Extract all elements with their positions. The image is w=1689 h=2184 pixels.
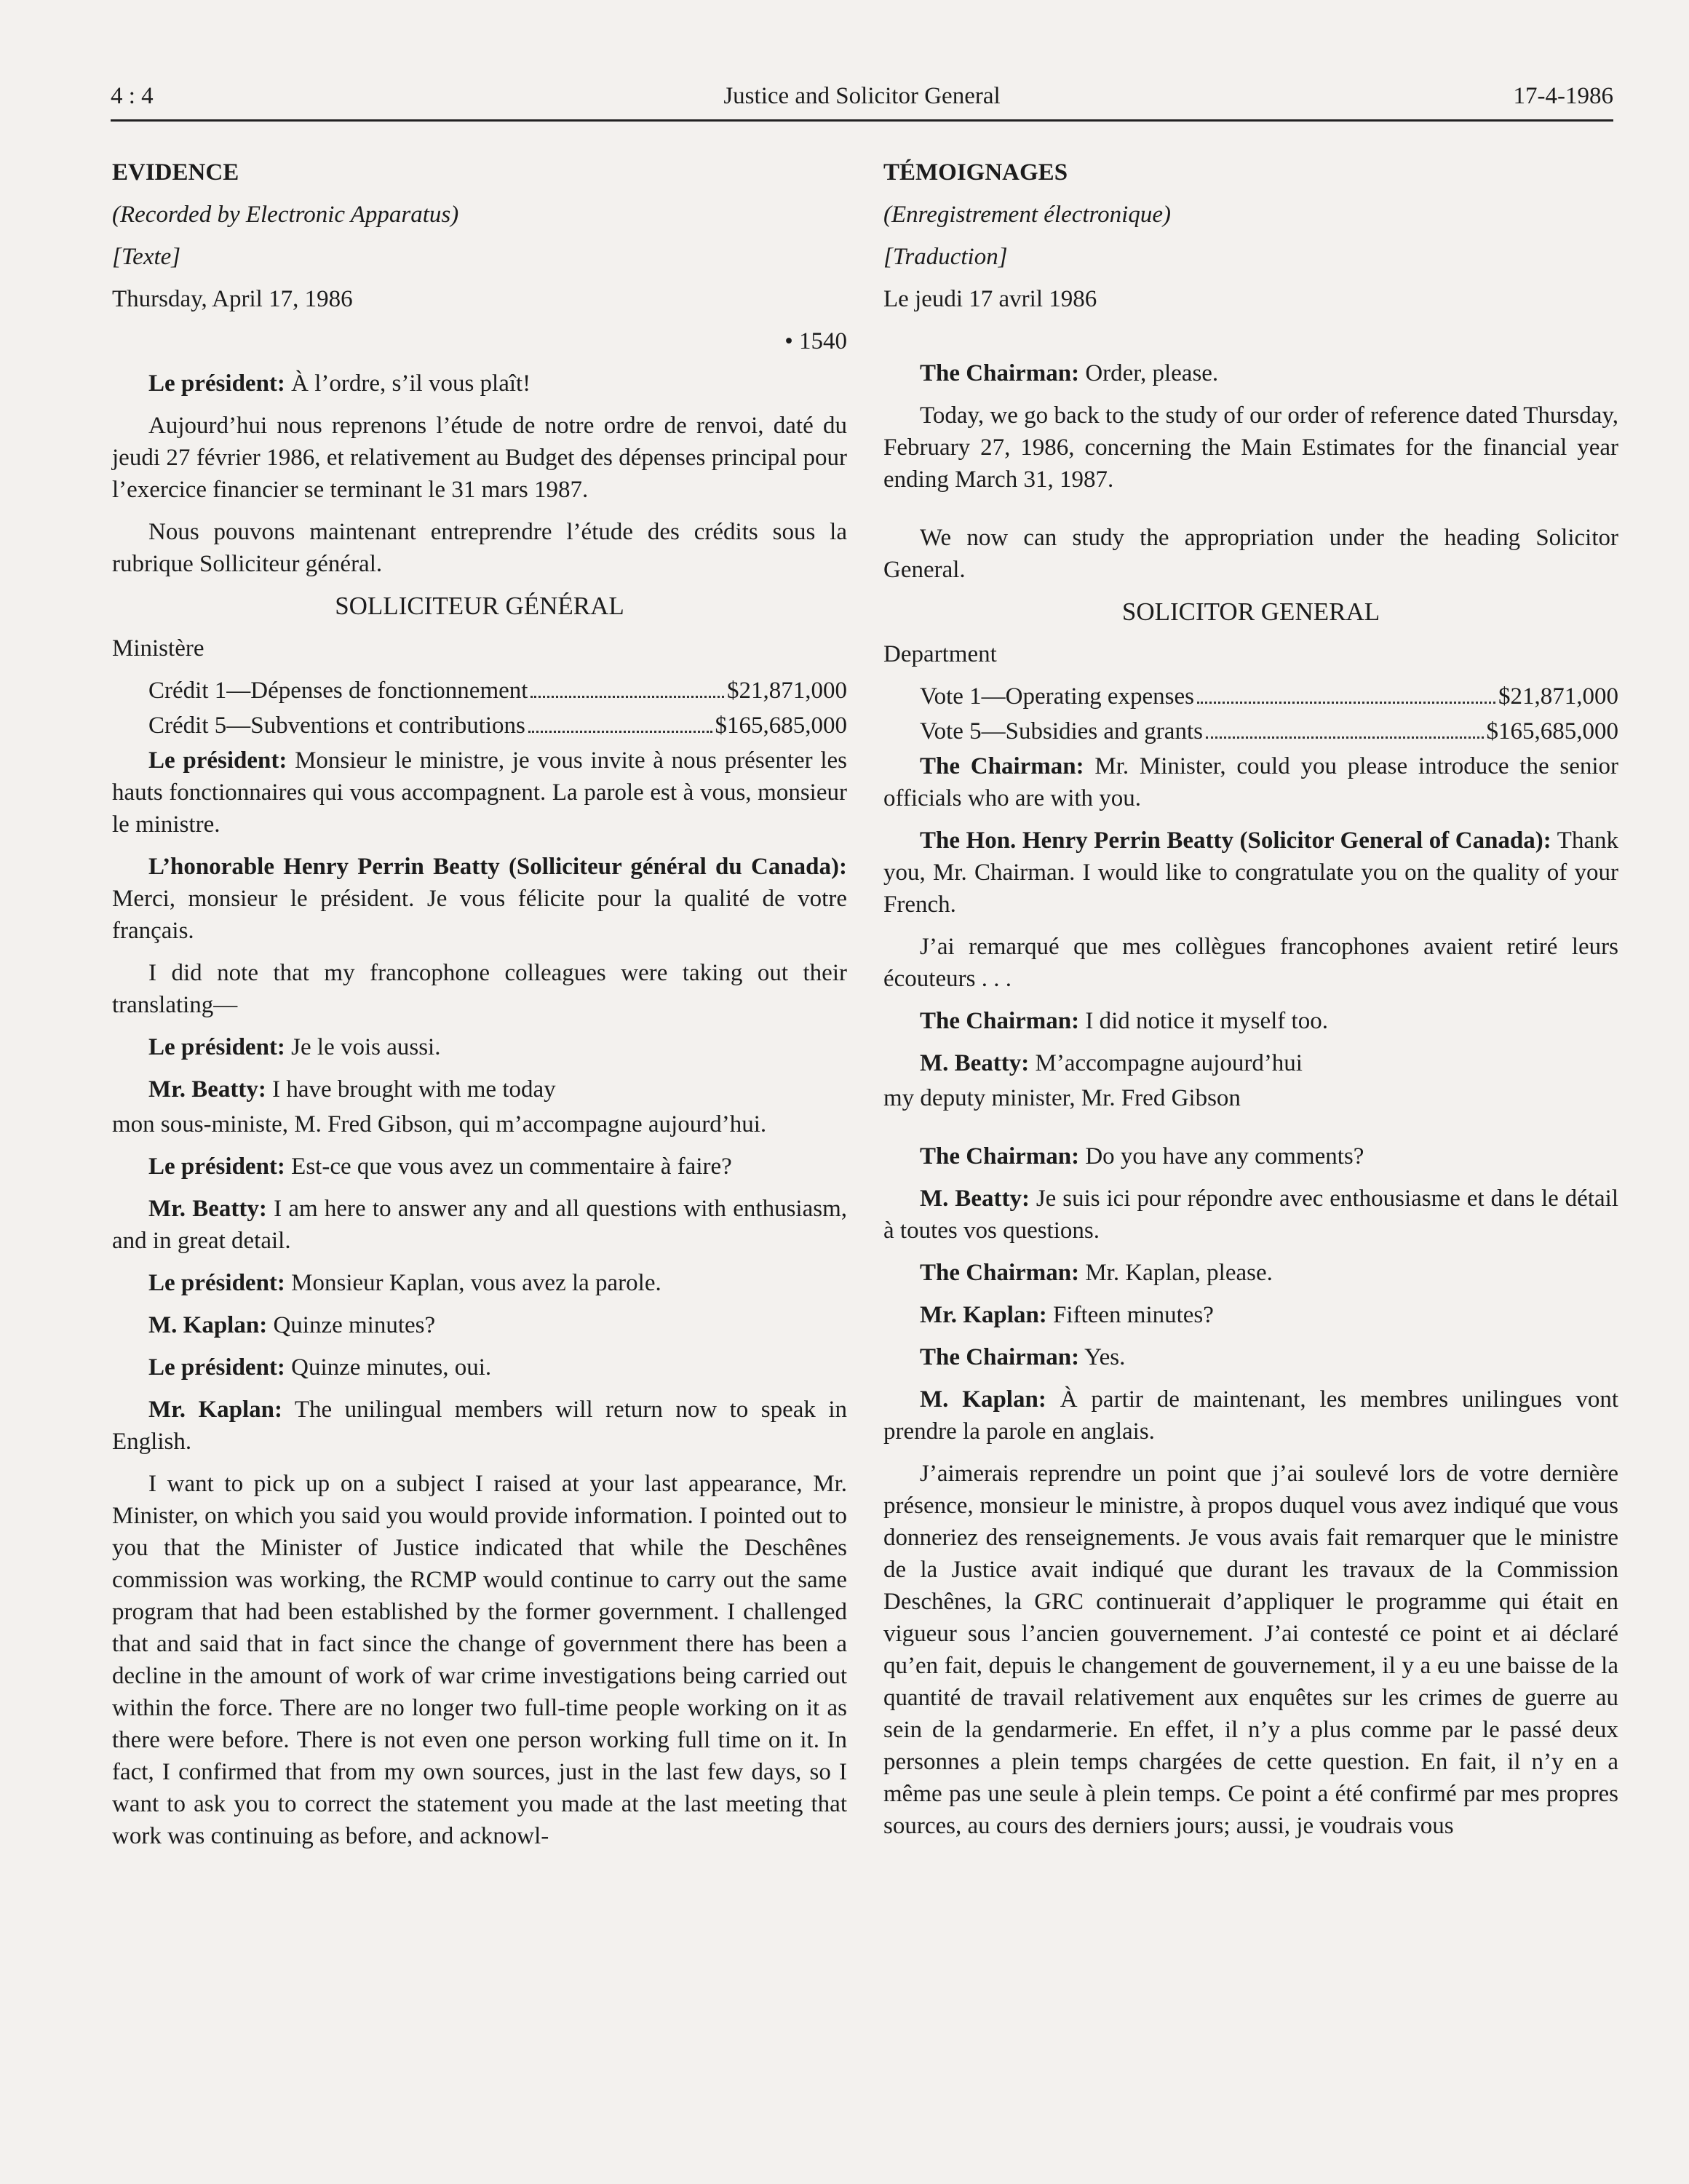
speech-text: Merci, monsieur le président. Je vous félicite pour la qualité de votre français. [112,886,847,944]
speech-text: Quinze minutes, oui. [285,1354,492,1381]
paragraph [883,750,1618,814]
speech-text: The unilingual members will return now to speak in English. [112,1397,847,1455]
speaker-name: M. Beatty: [920,1050,1030,1076]
language-tag: [Texte] [112,244,181,270]
paragraph: Nous pouvons maintenant entreprendre l’étude des crédits sous la rubrique Solliciteur général. [112,519,847,577]
spacer [883,1124,1618,1140]
paragraph [883,1005,1618,1037]
recording-note: (Recorded by Electronic Apparatus) [112,202,459,228]
speech-text: Je le vois aussi. [285,1034,441,1060]
paragraph [883,1140,1618,1172]
speaker-name: M. Kaplan: [148,1312,268,1338]
paragraph [883,1341,1618,1373]
speaker-name: The Chairman: [920,360,1080,386]
paragraph: I did note that my francophone colleagues were taking out their translating— [112,960,847,1018]
dot-leader [1197,702,1495,704]
speaker-name: Le président: [148,1153,285,1180]
vote-amount: $21,871,000 [727,678,847,704]
speaker-name: Mr. Beatty: [148,1076,266,1103]
section-heading: SOLICITOR GENERAL [1121,597,1380,626]
vote-line [148,675,847,707]
speech-text: À l’ordre, s’il vous plaît! [285,370,531,397]
vote-line [920,715,1618,747]
speaker-name: Le président: [148,370,285,397]
paragraph [112,1309,847,1341]
vote-label: Crédit 5—Subventions et contributions [148,712,525,739]
speaker-name: Le président: [148,747,287,774]
paragraph [112,1351,847,1383]
running-title: Justice and Solicitor General [723,83,1001,109]
speaker-name: M. Kaplan: [920,1386,1046,1413]
speech-text: Do you have any comments? [1079,1143,1364,1170]
vote-line [148,710,847,742]
paragraph [883,1299,1618,1331]
speech-text: À partir de maintenant, les membres unilingues vont prendre la parole en anglais. [883,1386,1619,1445]
speaker-name: Mr. Kaplan: [148,1397,282,1423]
session-date: Le jeudi 17 avril 1986 [883,286,1097,312]
speech-text: Quinze minutes? [267,1312,436,1338]
speaker-name: Le président: [148,1034,285,1060]
speech-text: Monsieur le ministre, je vous invite à nous présenter les hauts fonctionnaires qui vous accompagnent. La parole est à vous, monsieur le ministre. [112,747,847,838]
recording-note: (Enregistrement électronique) [883,202,1171,228]
paragraph: J’aimerais reprendre un point que j’ai soulevé lors de votre dernière présence, monsieur le ministre, à propos duquel vous avez indiqué que vous donneriez des renseignements. Je vous avais fait remarquer que le ministre de la Justice avait indiqué que durant les travaux de la Commission Deschênes, la GRC continuerait d’appliquer le programme qui était en vigueur sous l’ancien gouvernement. J’ai contesté ce point et ai déclaré qu’en fait, depuis le changement de gouvernement, il y a eu une baisse de la quantité de travail relativement aux enquêtes sur les crimes de guerre au sein de la gendarmerie. En effet, il n’y a plus comme par le passé deux personnes a plein temps chargées de cette question. En fait, il n’y en a même pas une seule à plein temps. Ce point a été confirmé par mes propres sources, au cours des derniers jours; aussi, je voudrais vous [883,1461,1618,1839]
speech-text: Mr. Kaplan, please. [1079,1260,1273,1286]
paragraph [112,1193,847,1257]
paragraph: mon sous-ministe, M. Fred Gibson, qui m’accompagne aujourd’hui. [112,1111,767,1137]
paragraph [883,357,1618,389]
paragraph [112,1151,847,1183]
paragraph [883,1257,1618,1289]
speaker-name: Le président: [148,1270,285,1296]
speaker-name: The Chairman: [920,1260,1080,1286]
speech-text: Order, please. [1079,360,1219,386]
section-heading: SOLLICITEUR GÉNÉRAL [335,592,624,620]
speaker-name: The Hon. Henry Perrin Beatty (Solicitor General of Canada): [920,827,1551,854]
spacer [883,341,1618,357]
paragraph [883,1047,1618,1079]
vote-amount: $21,871,000 [1498,683,1618,710]
speech-text: Fifteen minutes? [1046,1302,1214,1328]
speaker-name: The Chairman: [920,1344,1080,1370]
dot-leader [1206,736,1484,739]
spacer [883,325,1618,341]
speaker-name: Mr. Kaplan: [920,1302,1047,1328]
vote-amount: $165,685,000 [1486,718,1618,744]
paragraph: Aujourd’hui nous reprenons l’étude de notre ordre de renvoi, daté du jeudi 27 février 1986, et relativement au Budget des dépenses principal pour l’exercice financier se terminant le 31 mars 1987. [112,413,847,503]
dot-leader [528,731,712,733]
department-label: Department [883,641,997,667]
speech-text: Je suis ici pour répondre avec enthousiasme et dans le détail à toutes vos questions. [883,1186,1618,1244]
page-header [111,79,1613,122]
speaker-name: Le président: [148,1354,285,1381]
vote-line [920,680,1618,712]
paragraph: Today, we go back to the study of our order of reference dated Thursday, February 27, 1986, concerning the Main Estimates for the financial year ending March 31, 1987. [883,402,1618,493]
paragraph [112,1394,847,1458]
evidence-heading: TÉMOIGNAGES [883,159,1068,186]
spacer [883,506,1618,522]
speech-text: Est-ce que vous avez un commentaire à faire? [285,1153,732,1180]
speech-text: Monsieur Kaplan, vous avez la parole. [285,1270,661,1296]
paragraph [112,851,847,947]
paragraph [883,1183,1618,1247]
speech-text: I am here to answer any and all questions with enthusiasm, and in great detail. [112,1196,848,1254]
paragraph [883,1383,1618,1448]
speech-text: Thank you, Mr. Chairman. I would like to congratulate you on the quality of your French. [883,827,1618,918]
paragraph: We now can study the appropriation under the heading Solicitor General. [883,525,1618,583]
paragraph: I want to pick up on a subject I raised at your last appearance, Mr. Minister, on which you said you would provide information. I pointed out to you that the Minister of Justice indicated that while the Deschênes commission was working, the RCMP would continue to carry out the same program that had been established by the former government. I challenged that and said that in fact since the change of government there has been a decline in the amount of work of war crime investigations being carried out within the force. There are no longer two full-time people working on it as there were before. There is not even one person working full time on it. In fact, I confirmed that from my own sources, just in the last few days, so I want to ask you to correct the statement you made at the last meeting that work was continuing as before, and acknowl- [112,1471,847,1849]
dot-leader [530,696,724,698]
vote-amount: $165,685,000 [715,712,847,739]
department-label: Ministère [112,635,204,662]
speaker-name: M. Beatty: [920,1186,1030,1212]
speaker-name: Mr. Beatty: [148,1196,267,1222]
speaker-name: The Chairman: [920,1008,1080,1034]
paragraph [112,368,847,400]
paragraph [112,1031,847,1063]
left-column [112,156,847,1862]
paragraph [883,825,1618,921]
paragraph [112,744,847,841]
speech-text: Mr. Minister, could you please introduce the senior officials who are with you. [883,753,1619,811]
speaker-name: L’honorable Henry Perrin Beatty (Solliciteur général du Canada): [148,854,847,880]
time-marker: • 1540 [784,328,847,354]
session-date: Thursday, April 17, 1986 [112,286,353,312]
paragraph [112,1073,847,1105]
speaker-name: The Chairman: [920,753,1084,779]
speech-text: I did notice it myself too. [1079,1008,1328,1034]
language-tag: [Traduction] [883,244,1008,270]
speech-text: I have brought with me today [266,1076,556,1103]
vote-label: Vote 1—Operating expenses [920,683,1194,710]
vote-label: Vote 5—Subsidies and grants [920,718,1203,744]
vote-label: Crédit 1—Dépenses de fonctionnement [148,678,528,704]
header-date: 17-4-1986 [1513,83,1613,109]
page-number: 4 : 4 [111,83,154,109]
evidence-heading: EVIDENCE [112,159,239,186]
speech-text: Yes. [1079,1344,1126,1370]
right-column [883,156,1618,1852]
paragraph [112,1267,847,1299]
speech-text: M’accompagne aujourd’hui [1029,1050,1303,1076]
paragraph: my deputy minister, Mr. Fred Gibson [883,1085,1241,1111]
paragraph: J’ai remarqué que mes collègues francophones avaient retiré leurs écouteurs . . . [883,934,1618,992]
speaker-name: The Chairman: [920,1143,1080,1170]
